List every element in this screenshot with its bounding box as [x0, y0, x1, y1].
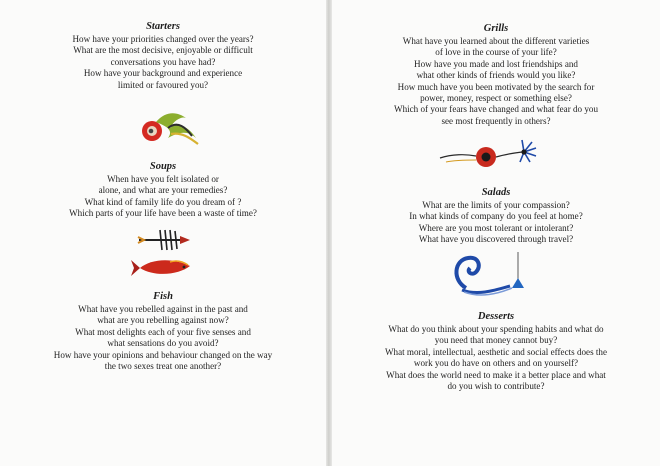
fish-heading: Fish — [153, 291, 173, 302]
spiky-creature-illustration — [436, 136, 544, 176]
starters-line: limited or favoured you? — [117, 79, 209, 90]
soups-section — [0, 160, 326, 220]
soups-line: Which parts of your life have been a waste of time? — [69, 208, 257, 219]
desserts-line: What does the world need to make it a better place and what — [386, 369, 606, 380]
desserts-line: work you do have on others and on yourself? — [413, 358, 579, 369]
starters-heading: Starters — [146, 21, 180, 32]
grills-line: How have you made and lost friendships and — [414, 58, 578, 69]
desserts-section — [332, 310, 660, 392]
desserts-heading: Desserts — [477, 311, 515, 322]
desserts-line: What moral, intellectual, aesthetic and social effects does the — [384, 346, 608, 357]
fish-line: what sensations do you avoid? — [107, 338, 219, 349]
salads-section — [332, 186, 660, 246]
soups-line: When have you felt isolated or — [107, 174, 219, 184]
grills-line: of love in the course of your life? — [435, 47, 557, 58]
desserts-line: you need that money cannot buy? — [434, 335, 558, 346]
fish-line: What have you rebelled against in the past and — [78, 304, 248, 314]
desserts-line: What do you think about your spending habits and what do — [388, 324, 604, 334]
starters-line: How have your background and experience — [83, 68, 243, 79]
starters-line: conversations you have had? — [110, 56, 216, 67]
grills-heading: Grills — [483, 23, 509, 34]
fish-section — [0, 290, 326, 372]
soups-line: alone, and what are your remedies? — [98, 185, 228, 196]
salads-line: What have you discovered through travel? — [418, 234, 574, 245]
grills-line: What have you learned about the different varieties — [402, 36, 590, 46]
salads-line: What are the limits of your compassion? — [422, 200, 570, 210]
salads-line: Where are you most tolerant or intolerant? — [418, 222, 574, 233]
grills-line: power, money, respect or something else? — [420, 93, 572, 104]
grills-line: Which of your fears have changed and what fear do you — [393, 104, 599, 115]
starters-line: What are the most decisive, enjoyable or difficult — [73, 45, 253, 56]
fish-line: How have your opinions and behaviour changed on the way — [53, 349, 273, 360]
fish-line: what are you rebelling against now? — [97, 315, 229, 326]
grills-line: what other kinds of friends would you like? — [416, 70, 576, 81]
soups-line: What kind of family life do you dream of ? — [84, 196, 242, 207]
blue-wave-illustration — [448, 250, 530, 300]
starters-line: How have your priorities changed over the years? — [72, 34, 254, 44]
grills-section — [332, 22, 660, 127]
desserts-line: do you wish to contribute? — [447, 381, 545, 392]
red-fish-illustration — [130, 256, 200, 280]
salads-line: In what kinds of company do you feel at home? — [409, 211, 583, 222]
grills-line: How much have you been motivated by the search for — [397, 81, 595, 92]
starters-section — [0, 20, 326, 91]
fishbone-illustration — [136, 226, 196, 254]
fish-line: What most delights each of your five senses and — [75, 326, 251, 337]
fish-line: the two sexes treat one another? — [104, 361, 222, 372]
soups-heading: Soups — [149, 161, 177, 172]
salads-heading: Salads — [481, 187, 511, 198]
snail-leaf-illustration — [138, 106, 204, 148]
grills-line: see most frequently in others? — [441, 115, 551, 126]
